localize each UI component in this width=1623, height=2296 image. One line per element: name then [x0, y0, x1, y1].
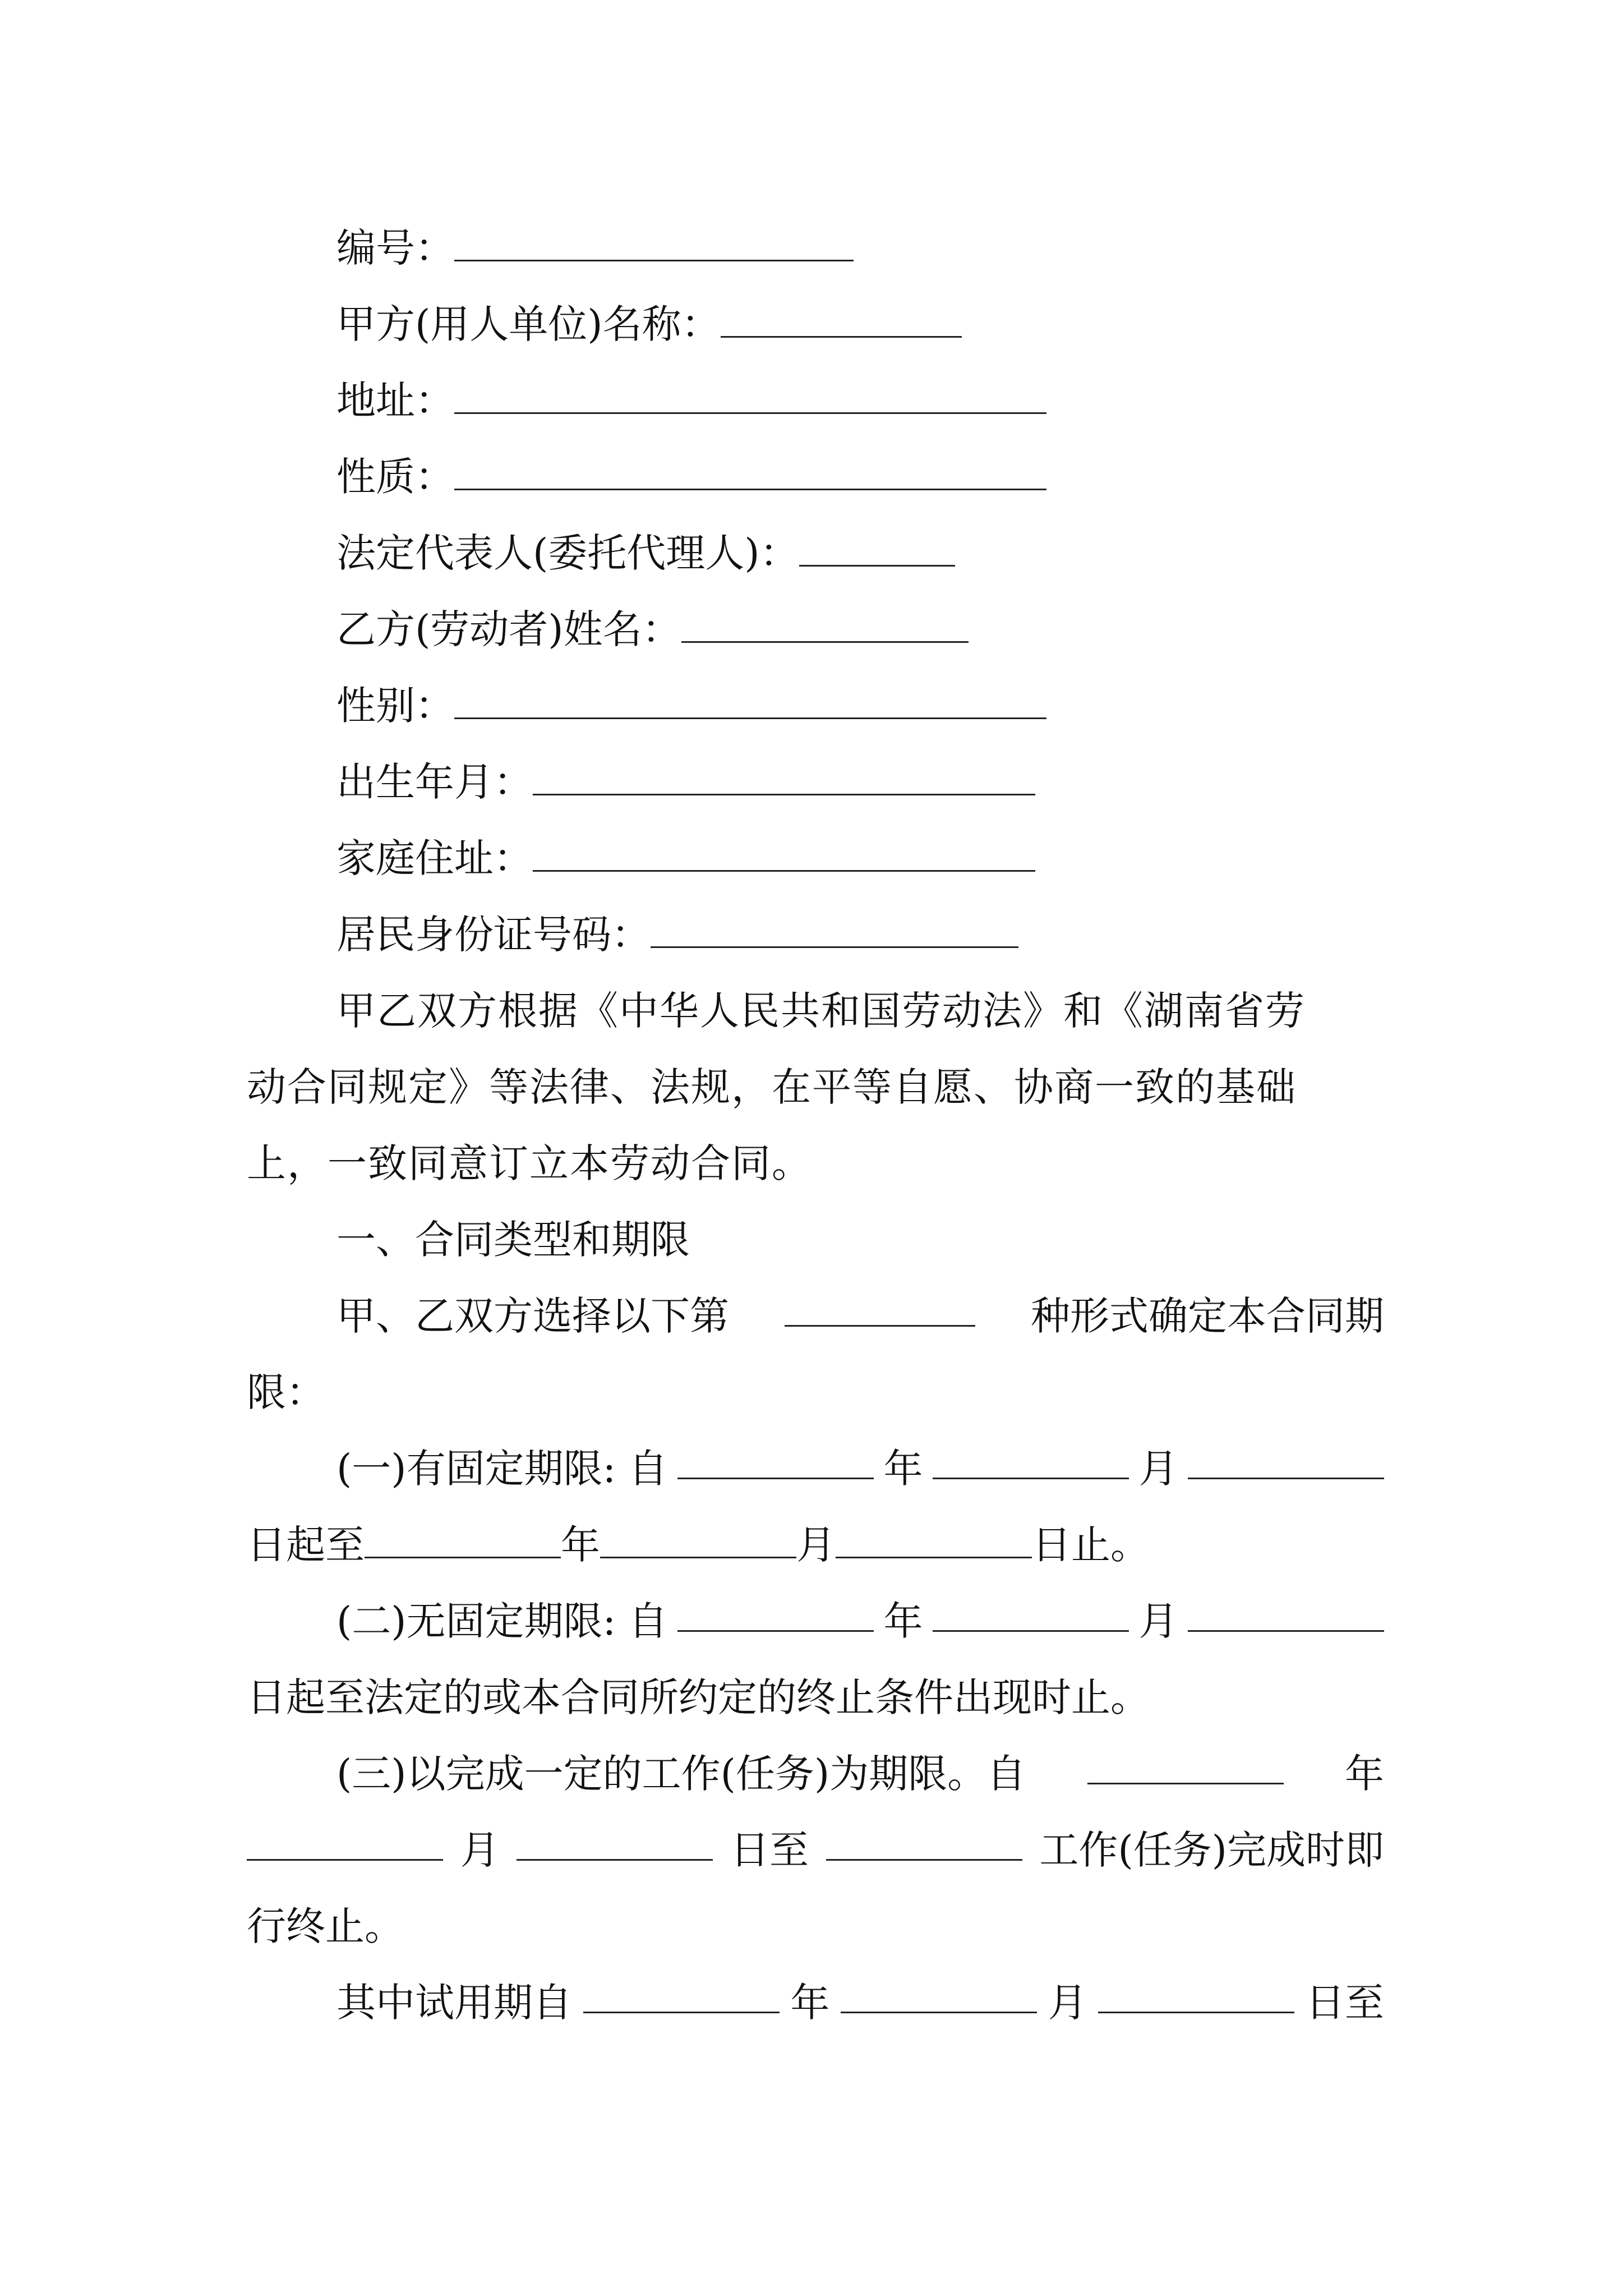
fill-blank[interactable]: [651, 910, 1018, 948]
fill-blank[interactable]: [454, 224, 854, 261]
fill-blank[interactable]: [247, 1823, 443, 1861]
fill-blank[interactable]: [365, 1521, 561, 1558]
fill-blank[interactable]: [933, 1442, 1129, 1479]
fill-blank[interactable]: [677, 1594, 874, 1632]
label-year: 年: [790, 1980, 830, 2026]
fill-blank[interactable]: [677, 1442, 874, 1479]
field-nature: [336, 450, 1046, 504]
fill-blank[interactable]: [1188, 1594, 1384, 1632]
option-3-cont: 工作(任务)完成时即: [1039, 1827, 1384, 1873]
fill-blank[interactable]: [785, 1289, 975, 1327]
label-day-to: 日至: [1305, 1980, 1384, 2026]
fill-blank[interactable]: [721, 300, 962, 338]
label-day-from: 日起至: [247, 1522, 365, 1568]
label-year: 年: [883, 1446, 923, 1492]
label-year: 年: [883, 1598, 923, 1644]
label-year: 年: [1345, 1751, 1384, 1797]
option-1-prefix: (一)有固定期限: 自: [336, 1446, 668, 1492]
field-label: 编号：: [336, 225, 454, 271]
field-label: 出生年月：: [336, 759, 533, 805]
option-3-end: 行终止。: [247, 1903, 404, 1949]
label-day-end: 日止。: [1032, 1522, 1150, 1568]
fill-blank[interactable]: [600, 1521, 796, 1558]
field-label: 性别：: [336, 683, 454, 729]
fill-blank[interactable]: [799, 529, 955, 567]
choose-cont: 限：: [247, 1369, 325, 1415]
section-1-title: 一、合同类型和期限: [336, 1217, 690, 1263]
option-1-line-1: [336, 1442, 1384, 1496]
intro-line-3: 上，一致同意订立本劳动合同。: [247, 1140, 812, 1186]
choose-form-line: [336, 1289, 1384, 1343]
option-3-line-2: [247, 1823, 1384, 1877]
field-label: 地址：: [336, 378, 454, 424]
field-address: [336, 374, 1046, 427]
field-label: 家庭住址：: [336, 835, 533, 881]
field-gender: [336, 679, 1046, 733]
fill-blank[interactable]: [583, 1976, 780, 2013]
label-month: 月: [460, 1827, 500, 1873]
label-month: 月: [796, 1522, 836, 1568]
option-2-prefix: (二)无固定期限: 自: [336, 1598, 668, 1644]
field-label: 法定代表人(委托代理人)：: [336, 530, 799, 576]
fill-blank[interactable]: [533, 758, 1035, 795]
option-3-line-1: [336, 1747, 1384, 1801]
option-2-line-1: [336, 1594, 1384, 1648]
field-number: [336, 221, 854, 275]
field-party-b-name: [336, 602, 969, 656]
fill-blank[interactable]: [826, 1823, 1022, 1861]
fill-blank[interactable]: [1087, 1747, 1284, 1784]
label-day-to: 日至: [730, 1827, 809, 1873]
trial-prefix: 其中试用期自: [336, 1980, 572, 2026]
fill-blank[interactable]: [933, 1594, 1129, 1632]
field-label: 乙方(劳动者)姓名：: [336, 606, 681, 652]
option-1-line-2: [247, 1518, 1150, 1572]
fill-blank[interactable]: [681, 605, 969, 643]
fill-blank[interactable]: [454, 453, 1046, 490]
fill-blank[interactable]: [533, 834, 1035, 872]
label-month: 月: [1048, 1980, 1087, 2026]
field-legal-rep: [336, 526, 955, 580]
field-birth: [336, 755, 1035, 809]
field-label: 甲方(用人单位)名称：: [336, 301, 721, 347]
choose-post: 种形式确定本合同期: [1031, 1293, 1384, 1339]
field-label: 居民身份证号码：: [336, 912, 651, 958]
trial-line: [336, 1976, 1384, 2030]
fill-blank[interactable]: [454, 376, 1046, 414]
choose-pre: 甲、乙双方选择以下第: [336, 1293, 729, 1339]
option-3-prefix: (三)以完成一定的工作(任务)为期限。自: [336, 1751, 1026, 1797]
fill-blank[interactable]: [836, 1521, 1032, 1558]
fill-blank[interactable]: [1098, 1976, 1294, 2013]
fill-blank[interactable]: [1188, 1442, 1384, 1479]
label-month: 月: [1138, 1598, 1178, 1644]
fill-blank[interactable]: [517, 1823, 713, 1861]
field-label: 性质：: [336, 454, 454, 500]
intro-line-1: 甲乙双方根据《中华人民共和国劳动法》和《湖南省劳: [336, 988, 1306, 1034]
field-id-number: [336, 908, 1018, 961]
fill-blank[interactable]: [454, 682, 1046, 719]
fill-blank[interactable]: [841, 1976, 1037, 2013]
field-home-address: [336, 831, 1035, 885]
label-year: 年: [561, 1522, 600, 1568]
field-party-a-name: [336, 297, 962, 351]
intro-line-2: 动合同规定》等法律、法规，在平等自愿、协商一致的基础: [247, 1064, 1297, 1110]
option-2-cont: 日起至法定的或本合同所约定的终止条件出现时止。: [247, 1674, 1150, 1720]
label-month: 月: [1138, 1446, 1178, 1492]
